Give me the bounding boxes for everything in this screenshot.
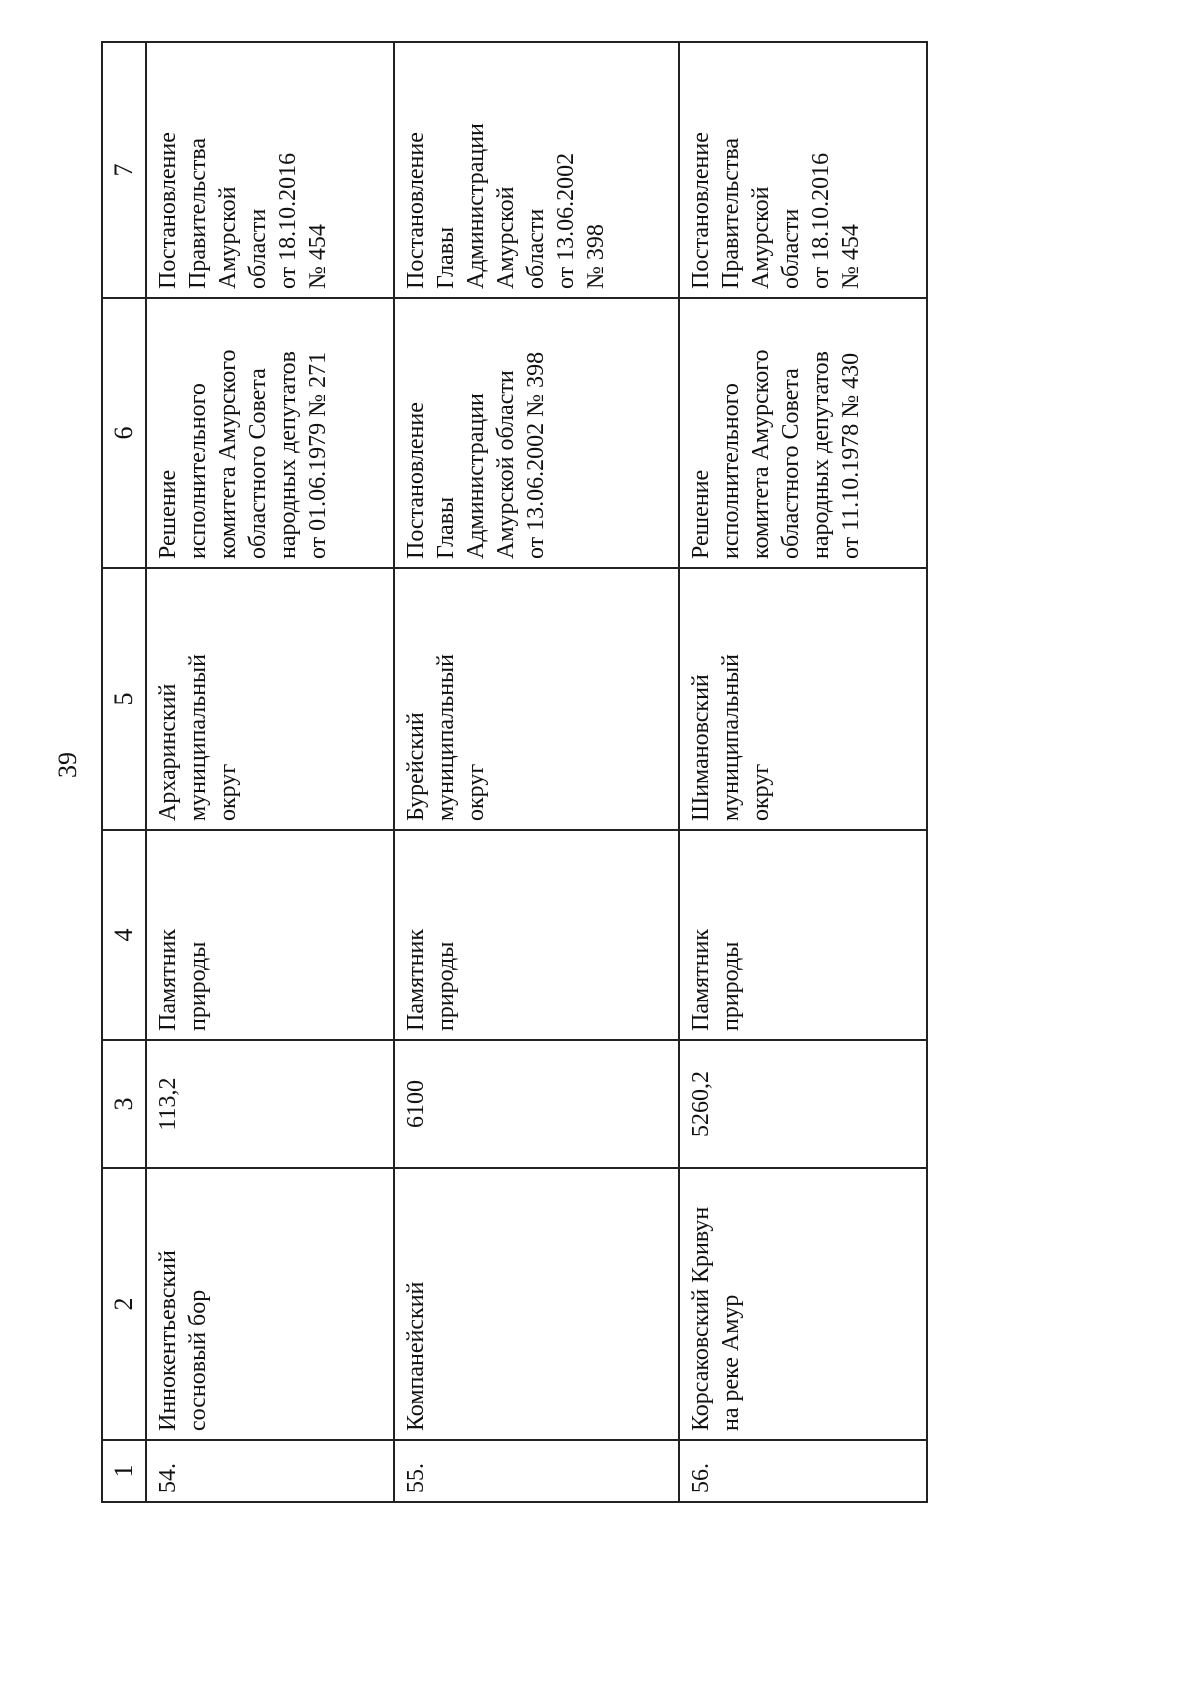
object-district: Бурейский муниципальный округ	[394, 568, 680, 830]
header-cell: 4	[102, 830, 146, 1040]
regulating-act: Постановление Правительства Амурской области от 18.10.2016 № 454	[146, 42, 394, 298]
object-name: Компанейский	[394, 1168, 680, 1440]
object-district: Архаринский муниципальный округ	[146, 568, 394, 830]
row-number: 56.	[679, 1440, 927, 1502]
header-cell: 2	[102, 1168, 146, 1440]
registry-table-frame	[101, 43, 928, 1503]
registry-table	[101, 41, 928, 1503]
object-name: Иннокентьевский сосновый бор	[146, 1168, 394, 1440]
founding-decision: Решение исполнительного комитета Амурского областного Совета народных депутатов от 11.10.1978 № 430	[679, 298, 927, 568]
header-cell: 3	[102, 1040, 146, 1168]
table-row	[394, 42, 680, 1502]
row-number: 54.	[146, 1440, 394, 1502]
header-cell: 7	[102, 42, 146, 298]
table-row	[146, 42, 394, 1502]
founding-decision: Постановление Главы Администрации Амурской области от 13.06.2002 № 398	[394, 298, 680, 568]
regulating-act: Постановление Правительства Амурской области от 18.10.2016 № 454	[679, 42, 927, 298]
object-category: Памятник природы	[679, 830, 927, 1040]
table-header-row	[102, 42, 146, 1502]
row-number: 55.	[394, 1440, 680, 1502]
header-cell: 6	[102, 298, 146, 568]
object-name: Корсаковский Кривун на реке Амур	[679, 1168, 927, 1440]
registry-table-rotated	[101, 43, 928, 1503]
table-row	[679, 42, 927, 1502]
object-district: Шимановский муниципальный округ	[679, 568, 927, 830]
object-area: 5260,2	[679, 1040, 927, 1168]
object-area: 113,2	[146, 1040, 394, 1168]
header-cell: 5	[102, 568, 146, 830]
regulating-act: Постановление Главы Администрации Амурской области от 13.06.2002 № 398	[394, 42, 680, 298]
object-category: Памятник природы	[394, 830, 680, 1040]
object-area: 6100	[394, 1040, 680, 1168]
object-category: Памятник природы	[146, 830, 394, 1040]
founding-decision: Решение исполнительного комитета Амурского областного Совета народных депутатов от 01.06.1979 № 271	[146, 298, 394, 568]
page-number: 39	[53, 752, 82, 778]
header-cell: 1	[102, 1440, 146, 1502]
